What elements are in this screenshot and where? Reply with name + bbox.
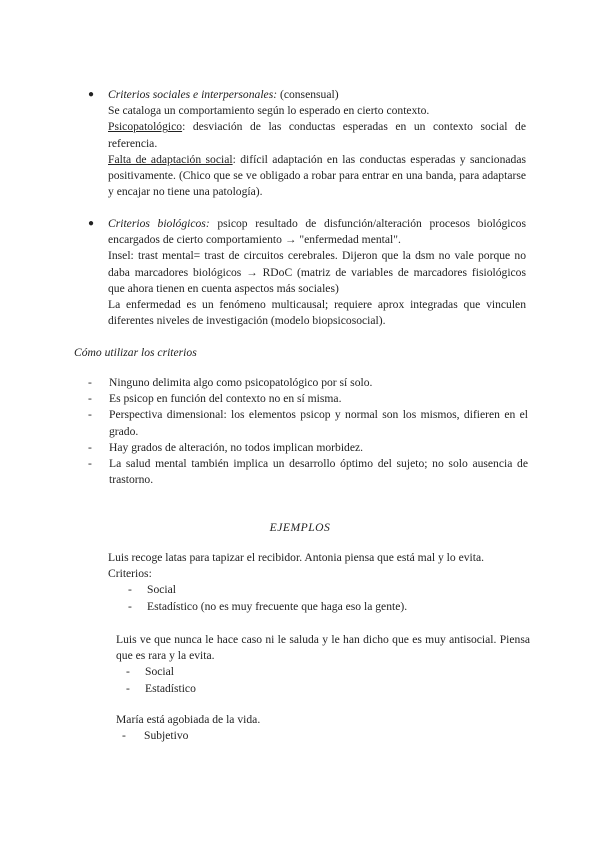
list-item: - Social	[122, 582, 528, 598]
list-item: - Estadístico (no es muy frecuente que haga eso la gente).	[122, 599, 528, 615]
example-3	[116, 712, 536, 744]
list-item: - Hay grados de alteración, no todos implican morbidez.	[88, 440, 528, 456]
example-2	[116, 632, 530, 697]
criteria-usage-list	[88, 375, 528, 488]
biological-criteria-text2: Insel: trast mental= trast de circuitos cerebrales. Dijeron que la dsm no vale porque no daba marcadores biológicos → RDoC (matriz de variables de marcadores fisiológicos que ahora tienen en cuenta aspectos más sociales)	[108, 249, 526, 295]
example-2-list	[120, 664, 530, 696]
example-1-text: Luis recoge latas para tapizar el recibidor. Antonia piensa que está mal y lo evita.	[108, 551, 485, 564]
bullet-dot-icon: ●	[87, 218, 95, 229]
social-criteria-title: Criterios sociales e interpersonales:	[108, 88, 278, 101]
list-item: - La salud mental también implica un desarrollo óptimo del sujeto; no solo ausencia de trastorno.	[88, 456, 528, 488]
examples-title: EJEMPLOS	[269, 521, 331, 534]
bullet-social-criteria	[86, 87, 526, 200]
example-1-criterios-label: Criterios:	[108, 567, 152, 581]
social-criteria-suffix: (consensual)	[277, 88, 339, 101]
example-1	[108, 550, 528, 615]
biological-criteria-text3: La enfermedad es un fenómeno multicausal; requiere aprox integradas que vinculen diferentes niveles de investigación (modelo biopsicosocial).	[108, 298, 526, 328]
def-falta-adaptacion: : difícil adaptación en las conductas esperadas y sancionadas positivamente. (Chico que se ve obligado a robar para entrar en una banda, para adaptarse y encajar no tiene una patología).	[108, 152, 526, 199]
social-criteria-line1: Se cataloga un comportamiento según lo esperado en cierto contexto.	[108, 104, 430, 118]
biological-criteria-text1: psicop resultado de disfunción/alteración procesos biológicos encargados de cierto comportamiento → "enfermedad mental".	[108, 217, 526, 247]
list-item: - Es psicop en función del contexto no en sí misma.	[88, 391, 528, 407]
list-item: - Subjetivo	[116, 728, 536, 744]
bullet-dot-icon: ●	[87, 89, 95, 100]
list-item: - Perspectiva dimensional: los elementos psicop y normal son los mismos, difieren en el grado.	[88, 407, 528, 439]
term-psicopatologico: Psicopatológico	[108, 120, 183, 134]
term-falta-adaptacion: Falta de adaptación social	[108, 152, 233, 166]
def-psicopatologico: : desviación de las conductas esperadas en un contexto social de referencia.	[108, 120, 526, 150]
list-item: - Social	[120, 664, 530, 680]
bullet-biological-criteria	[86, 216, 526, 329]
example-1-list	[122, 582, 528, 614]
example-2-text: Luis ve que nunca le hace caso ni le saluda y le han dicho que es muy antisocial. Piensa que es rara y la evita.	[116, 633, 530, 663]
biological-criteria-title: Criterios biológicos:	[108, 217, 210, 230]
list-item: - Estadístico	[120, 681, 530, 697]
example-3-text: María está agobiada de la vida.	[116, 713, 261, 726]
list-item: - Ninguno delimita algo como psicopatológico por sí solo.	[88, 375, 528, 391]
section-title: Cómo utilizar los criterios	[74, 346, 197, 359]
example-3-list	[116, 728, 536, 744]
